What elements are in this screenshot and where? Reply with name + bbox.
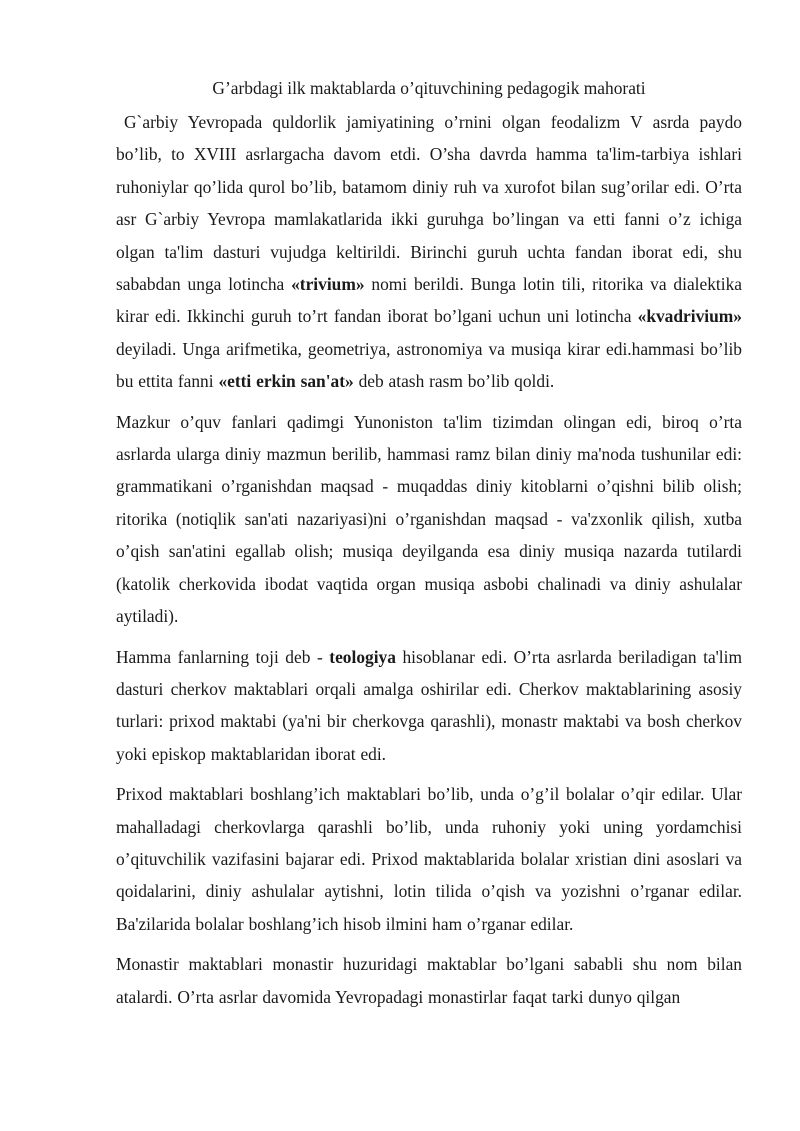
paragraph-1-text-c: deyiladi. Unga arifmetika, geometriya, astronomiya va musiqa kirar edi.hammasi bo’lib bu ettita fanni xyxy=(116,338,742,392)
paragraph-1-text-a: G`arbiy Yevropada quldorlik jamiyatining o’rnini olgan feodalizm V asrda paydo bo’lib, to XVIII asrlargacha davom etdi. O’sha davrda hamma ta'lim-tarbiya ishlari ruhoniylar qo’lida qurol bo’lib, batamom diniy ruh va xurofot bilan sug’orilar edi. O’rta asr G`arbiy Yevropa mamlakatlarida ikki guruhga bo’lingan va etti fanni o’z ichiga olgan ta'lim dasturi vujudga keltirildi. Birinchi guruh uchta fandan iborat edi, shu sababdan unga lotincha xyxy=(116,112,742,295)
paragraph-3-text-a: Hamma fanlarning toji deb - xyxy=(116,646,330,667)
document-page xyxy=(116,74,742,1021)
paragraph-3 xyxy=(116,641,742,771)
paragraph-1-text-b: nomi berildi. Bunga lotin tili, ritorika va dialektika kirar edi. Ikkinchi guruh to’rt fandan iborat bo’lgani uchun uni lotincha xyxy=(116,274,742,327)
paragraph-3-text-b: hisoblanar edi. O’rta asrlarda beriladigan ta'lim dasturi cherkov maktablari orqali amalga oshirilar edi. Cherkov maktablarining asosiy turlari: prixod maktabi (ya'ni bir cherkovga qarashli), monastr maktabi va bosh cherkov yoki episkop maktablaridan iborat edi. xyxy=(116,646,742,764)
paragraph-1 xyxy=(116,106,742,398)
paragraph-4: Prixod maktablari boshlang’ich maktablari bo’lib, unda o’g’il bolalar o’qir edilar. Ular mahalladagi cherkovlarga qarashli bo’lib, unda ruhoniy yoki uning yordamchisi o’qituvchilik vazifasini bajarar edi. Prixod maktablarida bolalar xristian dini asoslari va qoidalarini, diniy ashulalar aytishni, lotin tilida o’qish va yozishni o’rganar edilar. Ba'zilarida bolalar boshlang’ich hisob ilmini ham o’rganar edilar. xyxy=(116,784,742,934)
paragraph-5: Monastir maktablari monastir huzuridagi maktablar bo’lgani sababli shu nom bilan atalardi. O’rta asrlar davomida Yevropadagi monastirlar faqat tarki dunyo qilgan xyxy=(116,954,742,1007)
term-trivium: «trivium» xyxy=(291,274,365,295)
term-kvadrivium: «kvadrivium» xyxy=(637,306,742,327)
paragraph-2: Mazkur o’quv fanlari qadimgi Yunoniston ta'lim tizimdan olingan edi, biroq o’rta asrlarda ularga diniy mazmun berilib, hammasi ramz bilan diniy ma'noda tushunilar edi: grammatikani o’rganishdan maqsad - muqaddas diniy kitoblarni o’qishni bilib olish; ritorika (notiqlik san'ati nazariyasi)ni o’rganishdan maqsad - va'zxonlik qilish, xutba o’qish san'atini egallab olish; musiqa deyilganda esa diniy musiqa nazarda tutilardi (katolik cherkovida ibodat vaqtida organ musiqa asbobi chalinadi va diniy ashulalar aytiladi). xyxy=(116,411,742,627)
term-etti-erkin-sanat: «etti erkin san'at» xyxy=(218,371,354,392)
term-teologiya: teologiya xyxy=(329,646,396,667)
paragraph-1-text-d: deb atash rasm bo’lib qoldi. xyxy=(353,371,555,392)
document-title: G’arbdagi ilk maktablarda o’qituvchining pedagogik mahorati xyxy=(212,78,646,98)
